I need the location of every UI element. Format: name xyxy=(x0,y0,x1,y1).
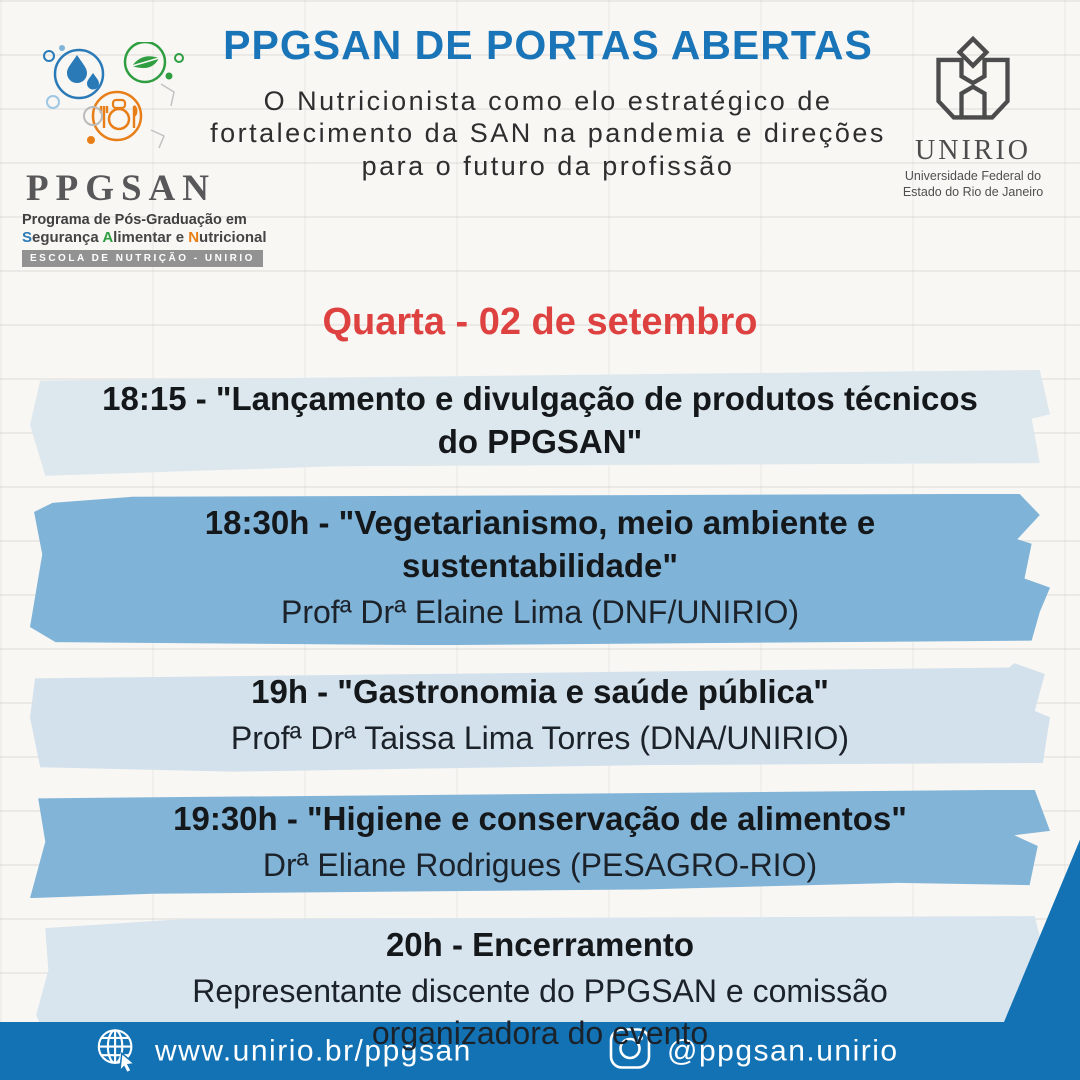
schedule-item-20 xyxy=(34,914,1046,1066)
talk-speaker: Representante discente do PPGSAN e comissão organizadora do evento xyxy=(192,973,888,1051)
talk-title: 19h - "Gastronomia e saúde pública" xyxy=(251,673,829,711)
schedule-item-text xyxy=(34,378,1046,464)
header-center xyxy=(204,14,892,182)
ppgsan-mark-icon xyxy=(33,147,193,164)
website-url: www.unirio.br/ppgsan xyxy=(155,1034,472,1067)
san-letter-n: N xyxy=(188,229,200,246)
san-word-1: egurança xyxy=(32,229,103,246)
talk-title: 18:15 - "Lançamento e divulgação de produtos técnicos do PPGSAN" xyxy=(102,380,978,460)
san-letter-a: A xyxy=(102,229,114,246)
unirio-name: UNIRIO xyxy=(915,135,1031,166)
san-letter-s: S xyxy=(22,229,33,246)
schedule-item-text xyxy=(34,798,1046,886)
talk-title: 20h - Encerramento xyxy=(385,926,695,964)
schedule-list xyxy=(34,368,1046,1066)
schedule-item-1930 xyxy=(34,788,1046,898)
talk-speaker: Profª Drª Elaine Lima (DNF/UNIRIO) xyxy=(281,593,799,630)
ppgsan-san-line xyxy=(22,229,267,246)
poster-title: PPGSAN DE PORTAS ABERTAS xyxy=(223,22,873,68)
unirio-subtitle xyxy=(892,169,1054,200)
talk-speaker: Drª Eliane Rodrigues (PESAGRO-RIO) xyxy=(262,846,818,883)
unirio-emblem-icon xyxy=(925,115,1021,132)
schedule-item-1830 xyxy=(34,492,1046,645)
schedule-item-text xyxy=(34,924,1046,1054)
talk-title: 18:30h - "Vegetarianismo, meio ambiente e sustentabilidade" xyxy=(204,503,876,584)
san-word-3: utricional xyxy=(199,229,267,246)
ppgsan-logo xyxy=(22,14,267,267)
ppgsan-school-badge: ESCOLA DE NUTRIÇÃO - UNIRIO xyxy=(22,250,263,267)
talk-title: 19:30h - "Higiene e conservação de alimentos" xyxy=(173,799,907,837)
schedule-item-19 xyxy=(34,661,1046,771)
schedule-item-1815 xyxy=(34,368,1046,476)
header xyxy=(0,0,1080,267)
schedule-item-text xyxy=(34,502,1046,633)
date-heading: Quarta - 02 de setembro xyxy=(322,301,758,343)
unirio-subtitle-line1: Universidade Federal do xyxy=(904,169,1042,183)
san-word-2: limentar e xyxy=(113,229,189,246)
ppgsan-acronym: PPGSAN xyxy=(26,168,216,209)
poster-subtitle: O Nutricionista como elo estratégico de fortalecimento da SAN na pandemia e direções para o futuro da profissão xyxy=(210,86,886,181)
instagram-handle: @ppgsan.unirio xyxy=(667,1034,899,1067)
unirio-subtitle-line2: Estado do Rio de Janeiro xyxy=(902,184,1044,199)
unirio-logo xyxy=(892,14,1054,200)
talk-speaker: Profª Drª Taissa Lima Torres (DNA/UNIRIO) xyxy=(230,720,850,757)
ppgsan-program-line: Programa de Pós-Graduação em xyxy=(22,212,247,228)
schedule-item-text xyxy=(34,671,1046,759)
